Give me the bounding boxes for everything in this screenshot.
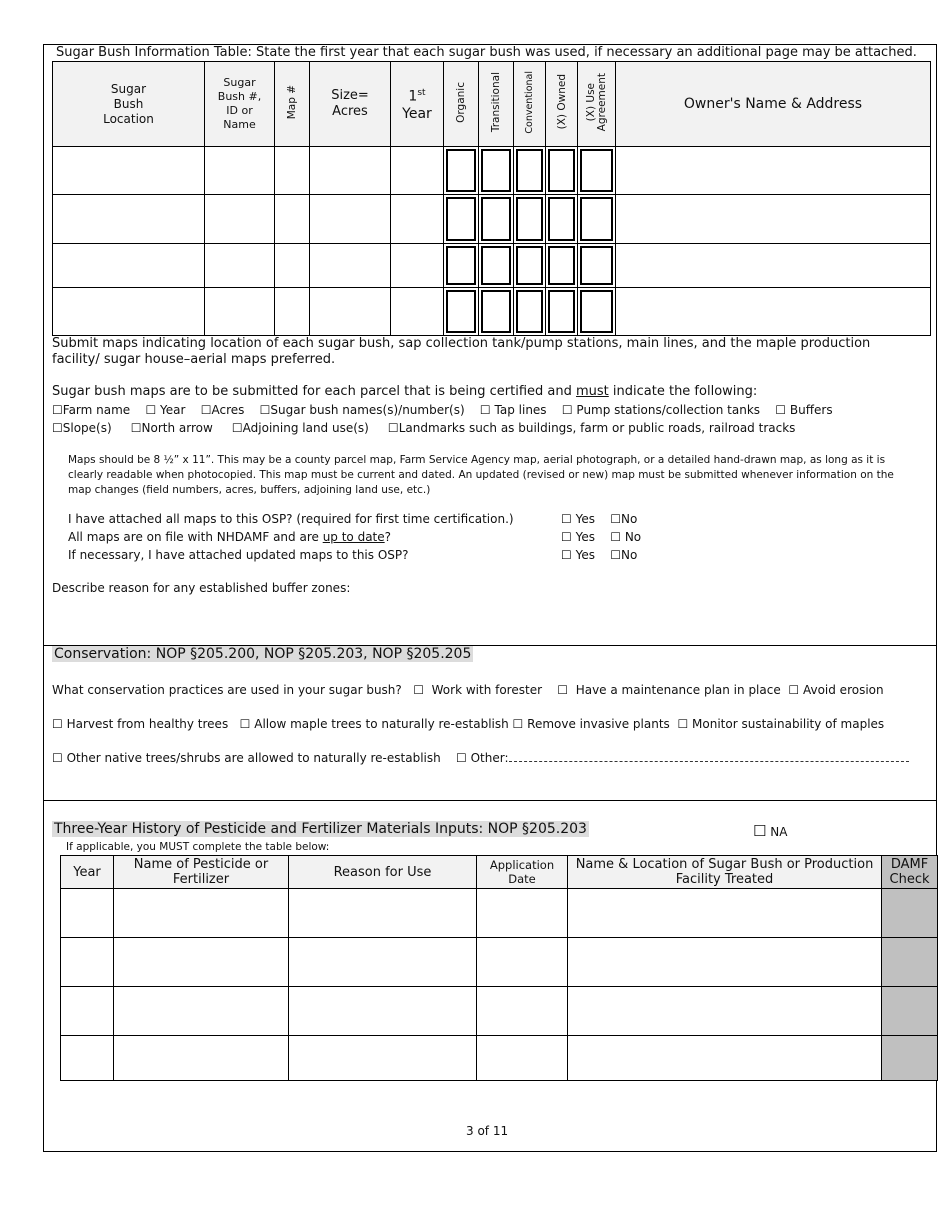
conventional-cell xyxy=(514,244,546,288)
col-reason: Reason for Use xyxy=(289,856,477,889)
conventional-cell xyxy=(514,195,546,244)
organic-checkbox[interactable] xyxy=(446,149,476,192)
checkbox-icon: ☐ xyxy=(788,683,800,697)
sugar-bush-header-row xyxy=(53,62,931,147)
checkbox-icon: ☐ xyxy=(561,530,572,544)
col-use-agreement xyxy=(578,62,616,147)
checkbox-icon: ☐ xyxy=(753,822,767,840)
check-year[interactable] xyxy=(145,403,185,417)
conventional-cell xyxy=(514,288,546,336)
label: Have a maintenance plan in place xyxy=(575,683,781,697)
location-cell[interactable] xyxy=(53,244,205,288)
checkbox-icon: ☐ xyxy=(512,717,524,731)
no-label: No xyxy=(621,512,638,526)
owned-cell xyxy=(546,244,578,288)
owned-header: (X) Owned xyxy=(555,74,568,130)
q3-no[interactable] xyxy=(610,548,637,562)
damf-cell xyxy=(882,987,938,1036)
transitional-cell xyxy=(479,195,514,244)
pesticide-title xyxy=(52,821,589,837)
col-first-year xyxy=(391,62,444,147)
transitional-checkbox[interactable] xyxy=(481,197,511,241)
label: Farm name xyxy=(62,403,131,417)
use-agreement-cell xyxy=(578,244,616,288)
location-cell[interactable] xyxy=(53,147,205,195)
label: Slope(s) xyxy=(62,421,112,435)
check-harvest-healthy[interactable] xyxy=(52,717,228,731)
col-pesticide-name: Name of Pesticide or Fertilizer xyxy=(114,856,289,889)
use-agreement-l2: Agreement xyxy=(595,72,608,132)
check-other-native[interactable] xyxy=(52,751,441,765)
no-label: No xyxy=(621,548,638,562)
damf-header-l2: Check xyxy=(889,872,930,887)
conservation-row3 xyxy=(52,751,909,765)
label: Year xyxy=(160,403,186,417)
map-header: Map # xyxy=(286,84,298,120)
label: Buffers xyxy=(789,403,833,417)
transitional-cell xyxy=(479,244,514,288)
yes-label: Yes xyxy=(575,548,595,562)
transitional-checkbox[interactable] xyxy=(481,290,511,333)
use-agreement-checkbox[interactable] xyxy=(580,149,613,192)
checkbox-icon: ☐ xyxy=(52,751,63,765)
organic-cell xyxy=(444,288,479,336)
checkbox-icon: ☐ xyxy=(610,530,621,544)
sugar-bush-table-caption: Sugar Bush Information Table: State the first year that each sugar bush was used, if necessary an additional page may be attached. xyxy=(56,45,917,60)
id-cell[interactable] xyxy=(205,244,275,288)
q3-yes[interactable] xyxy=(561,548,595,562)
location-header-l1: Sugar xyxy=(110,81,147,96)
label: North arrow xyxy=(141,421,213,435)
col-conventional xyxy=(514,62,546,147)
checkbox-icon: ☐ xyxy=(479,403,491,417)
map-checklist-row1 xyxy=(52,403,833,417)
conservation-row2 xyxy=(52,717,884,731)
id-header-l1: Sugar xyxy=(223,76,256,89)
label: Work with forester xyxy=(431,683,543,697)
label: Monitor sustainability of maples xyxy=(692,717,885,731)
checkbox-icon: ☐ xyxy=(561,548,572,562)
conservation-question: What conservation practices are used in your sugar bush? xyxy=(52,683,402,697)
pesticide-instruction: If applicable, you MUST complete the table below: xyxy=(66,841,330,853)
year-header-sup: st xyxy=(417,88,426,99)
check-pump-stations[interactable] xyxy=(562,403,760,417)
sugar-bush-row xyxy=(53,244,931,288)
owned-cell xyxy=(546,288,578,336)
check-monitor-sustainability[interactable] xyxy=(677,717,884,731)
q2-answers xyxy=(561,530,641,544)
year-header-word: Year xyxy=(402,105,432,122)
checkbox-icon: ☐ xyxy=(239,717,251,731)
col-map xyxy=(275,62,310,147)
organic-cell xyxy=(444,195,479,244)
reason-cell[interactable] xyxy=(289,1036,477,1081)
check-buffers[interactable] xyxy=(775,403,832,417)
use-agreement-checkbox[interactable] xyxy=(580,290,613,333)
check-north-arrow[interactable] xyxy=(131,421,213,435)
transitional-cell xyxy=(479,147,514,195)
conventional-cell xyxy=(514,147,546,195)
conservation-title xyxy=(52,646,473,662)
pesticide-header-row xyxy=(61,856,938,889)
map-requirements-intro xyxy=(52,384,757,399)
pesticide-row xyxy=(61,938,938,987)
checkbox-icon: ☐ xyxy=(130,421,142,435)
owner-cell[interactable] xyxy=(616,244,931,288)
damf-cell xyxy=(882,889,938,938)
label: Other native trees/shrubs are allowed to naturally re-establish xyxy=(66,751,441,765)
sugar-bush-row xyxy=(53,288,931,336)
id-cell[interactable] xyxy=(205,195,275,244)
checkbox-icon: ☐ xyxy=(231,421,243,435)
conservation-row1 xyxy=(52,683,884,697)
organic-checkbox[interactable] xyxy=(446,197,476,241)
transitional-checkbox[interactable] xyxy=(481,149,511,192)
col-location-treated: Name & Location of Sugar Bush or Production Facility Treated xyxy=(568,856,882,889)
check-other[interactable] xyxy=(456,751,509,765)
checkbox-icon: ☐ xyxy=(456,751,467,765)
location-cell[interactable] xyxy=(568,987,882,1036)
label: Avoid erosion xyxy=(802,683,884,697)
name-cell[interactable] xyxy=(114,889,289,938)
organic-cell xyxy=(444,147,479,195)
checkbox-icon: ☐ xyxy=(775,403,787,417)
checkbox-icon: ☐ xyxy=(561,512,572,526)
check-work-with-forester[interactable] xyxy=(413,683,542,697)
checkbox-icon: ☐ xyxy=(259,403,271,417)
size-cell[interactable] xyxy=(310,288,391,336)
check-slopes[interactable] xyxy=(52,421,112,435)
size-header-l1: Size= xyxy=(331,88,369,103)
use-agreement-cell xyxy=(578,195,616,244)
damf-cell xyxy=(882,1036,938,1081)
location-header-l3: Location xyxy=(103,111,154,126)
pesticide-table xyxy=(60,855,938,1081)
use-agreement-cell xyxy=(578,147,616,195)
check-adjoining-land-use[interactable] xyxy=(232,421,369,435)
year-cell[interactable] xyxy=(61,987,114,1036)
label: Harvest from healthy trees xyxy=(66,717,229,731)
check-avoid-erosion[interactable] xyxy=(788,683,883,697)
col-transitional xyxy=(479,62,514,147)
organic-header: Organic xyxy=(455,81,467,123)
id-header-l3: ID or xyxy=(226,104,253,117)
owned-checkbox[interactable] xyxy=(548,290,575,333)
use-agreement-cell xyxy=(578,288,616,336)
transitional-header: Transitional xyxy=(490,71,502,133)
conventional-checkbox[interactable] xyxy=(516,246,543,285)
checkbox-icon: ☐ xyxy=(557,683,569,697)
conservation-title-text: Conservation: NOP §205.200, NOP §205.203, NOP §205.205 xyxy=(54,646,472,662)
checkbox-icon: ☐ xyxy=(561,403,573,417)
q1-no[interactable] xyxy=(610,512,637,526)
label: Tap lines xyxy=(494,403,547,417)
intro-pre: Sugar bush maps are to be submitted for each parcel that is being certified and xyxy=(52,384,576,399)
label: Pump stations/collection tanks xyxy=(576,403,761,417)
organic-checkbox[interactable] xyxy=(446,246,476,285)
year-header-num: 1 xyxy=(408,88,418,105)
year-cell[interactable] xyxy=(61,938,114,987)
reason-cell[interactable] xyxy=(289,987,477,1036)
owned-cell xyxy=(546,147,578,195)
other-input-line[interactable] xyxy=(509,751,909,762)
col-organic xyxy=(444,62,479,147)
sugar-bush-row xyxy=(53,147,931,195)
size-cell[interactable] xyxy=(310,147,391,195)
label: Remove invasive plants xyxy=(527,717,670,731)
owned-checkbox[interactable] xyxy=(548,246,575,285)
use-agreement-l1: (X) Use xyxy=(584,82,597,122)
label: Landmarks such as buildings, farm or public roads, railroad tracks xyxy=(398,421,796,435)
owned-cell xyxy=(546,195,578,244)
map-question-1: I have attached all maps to this OSP? (required for first time certification.) xyxy=(68,512,514,526)
q3-answers xyxy=(561,548,637,562)
checkbox-icon: ☐ xyxy=(610,512,621,526)
year-cell[interactable] xyxy=(391,244,444,288)
checkbox-icon: ☐ xyxy=(52,421,63,435)
yes-label: Yes xyxy=(575,512,595,526)
owner-cell[interactable] xyxy=(616,147,931,195)
label: Acres xyxy=(211,403,245,417)
section-divider xyxy=(43,800,937,801)
col-owned xyxy=(546,62,578,147)
damf-header-l1: DAMF xyxy=(890,857,929,872)
pesticide-row xyxy=(61,1036,938,1081)
use-agreement-header xyxy=(586,73,608,131)
col-year: Year xyxy=(61,856,114,889)
check-sugar-bush-names[interactable] xyxy=(260,403,465,417)
checkbox-icon: ☐ xyxy=(52,717,63,731)
label: Sugar bush names(s)/number(s) xyxy=(270,403,465,417)
buffer-zones-question: Describe reason for any established buffer zones: xyxy=(52,581,351,595)
checkbox-icon: ☐ xyxy=(145,403,157,417)
q1-answers xyxy=(561,512,637,526)
map-note: Maps should be 8 ½” x 11”. This may be a county parcel map, Farm Service Agency map, aerial photograph, or a detailed hand-drawn map, as long as it is clearly readable when photocopied. This map must be current and dated. An updated (revised or new) map must be submitted whenever information on the map changes (field numbers, acres, buffers, adjoining land use, etc.) xyxy=(68,454,894,496)
id-header-l2: Bush #, xyxy=(217,90,262,103)
size-cell[interactable] xyxy=(310,195,391,244)
sugar-bush-table xyxy=(52,61,931,336)
date-header-l2: Date xyxy=(508,872,536,886)
owner-cell[interactable] xyxy=(616,195,931,244)
col-application-date xyxy=(477,856,568,889)
map-checklist-row2 xyxy=(52,421,795,435)
damf-cell xyxy=(882,938,938,987)
col-size xyxy=(310,62,391,147)
checkbox-icon: ☐ xyxy=(610,548,621,562)
year-cell[interactable] xyxy=(391,288,444,336)
location-header-l2: Bush xyxy=(113,96,144,111)
sugar-bush-row xyxy=(53,195,931,244)
col-owner: Owner's Name & Address xyxy=(616,62,931,147)
pesticide-title-text: Three-Year History of Pesticide and Fertilizer Materials Inputs: NOP §205.203 xyxy=(54,821,587,837)
location-cell[interactable] xyxy=(568,889,882,938)
check-allow-reestablish[interactable] xyxy=(240,717,509,731)
map-cell[interactable] xyxy=(275,244,310,288)
name-cell[interactable] xyxy=(114,987,289,1036)
conventional-checkbox[interactable] xyxy=(516,197,543,241)
id-cell[interactable] xyxy=(205,288,275,336)
no-label: No xyxy=(624,530,642,544)
map-question-2 xyxy=(68,530,391,544)
transitional-checkbox[interactable] xyxy=(481,246,511,285)
transitional-cell xyxy=(479,288,514,336)
pesticide-na[interactable] xyxy=(753,822,787,840)
year-cell[interactable] xyxy=(61,1036,114,1081)
year-cell[interactable] xyxy=(61,889,114,938)
check-farm-name[interactable] xyxy=(52,403,130,417)
id-header-l4: Name xyxy=(223,118,256,131)
na-label: NA xyxy=(770,825,788,839)
date-cell[interactable] xyxy=(477,938,568,987)
use-agreement-checkbox[interactable] xyxy=(580,197,613,241)
owned-checkbox[interactable] xyxy=(548,149,575,192)
q2-underline: up to date xyxy=(322,530,385,544)
conventional-checkbox[interactable] xyxy=(516,149,543,192)
checkbox-icon: ☐ xyxy=(677,717,689,731)
col-id xyxy=(205,62,275,147)
year-cell[interactable] xyxy=(391,147,444,195)
id-cell[interactable] xyxy=(205,147,275,195)
conventional-header: Conventional xyxy=(523,70,535,134)
label: Allow maple trees to naturally re-establish xyxy=(254,717,509,731)
checkbox-icon: ☐ xyxy=(52,403,63,417)
q1-yes[interactable] xyxy=(561,512,595,526)
check-landmarks[interactable] xyxy=(388,421,795,435)
location-cell[interactable] xyxy=(568,938,882,987)
owned-checkbox[interactable] xyxy=(548,197,575,241)
date-cell[interactable] xyxy=(477,889,568,938)
check-remove-invasive[interactable] xyxy=(513,717,670,731)
col-location xyxy=(53,62,205,147)
size-header-l2: Acres xyxy=(332,104,368,119)
pesticide-row xyxy=(61,987,938,1036)
q2-yes[interactable] xyxy=(561,530,595,544)
use-agreement-checkbox[interactable] xyxy=(580,246,613,285)
map-cell[interactable] xyxy=(275,147,310,195)
map-question-3: If necessary, I have attached updated maps to this OSP? xyxy=(68,548,409,562)
conventional-checkbox[interactable] xyxy=(516,290,543,333)
pesticide-row xyxy=(61,889,938,938)
q2-post: ? xyxy=(384,530,392,544)
map-cell[interactable] xyxy=(275,288,310,336)
check-acres[interactable] xyxy=(201,403,245,417)
map-cell[interactable] xyxy=(275,195,310,244)
reason-cell[interactable] xyxy=(289,889,477,938)
location-cell[interactable] xyxy=(53,195,205,244)
location-cell[interactable] xyxy=(53,288,205,336)
owner-cell[interactable] xyxy=(616,288,931,336)
check-maintenance-plan[interactable] xyxy=(557,683,780,697)
organic-checkbox[interactable] xyxy=(446,290,476,333)
col-damf-check xyxy=(882,856,938,889)
page-number: 3 of 11 xyxy=(466,1124,509,1138)
intro-post: indicate the following: xyxy=(608,384,758,399)
yes-label: Yes xyxy=(575,530,595,544)
checkbox-icon: ☐ xyxy=(413,683,424,697)
intro-must: must xyxy=(576,384,609,399)
date-cell[interactable] xyxy=(477,987,568,1036)
checkbox-icon: ☐ xyxy=(200,403,212,417)
date-header-l1: Application xyxy=(489,858,555,872)
size-cell[interactable] xyxy=(310,244,391,288)
q2-pre: All maps are on file with NHDAMF and are xyxy=(68,530,323,544)
label: Adjoining land use(s) xyxy=(242,421,369,435)
year-cell[interactable] xyxy=(391,195,444,244)
checkbox-icon: ☐ xyxy=(387,421,399,435)
date-cell[interactable] xyxy=(477,1036,568,1081)
reason-cell[interactable] xyxy=(289,938,477,987)
name-cell[interactable] xyxy=(114,938,289,987)
organic-cell xyxy=(444,244,479,288)
submit-maps-text: Submit maps indicating location of each sugar bush, sap collection tank/pump stations, main lines, and the maple production facility/ sugar house–aerial maps preferred. xyxy=(52,336,871,367)
label: Other: xyxy=(470,751,509,765)
q2-no[interactable] xyxy=(610,530,641,544)
name-cell[interactable] xyxy=(114,1036,289,1081)
check-tap-lines[interactable] xyxy=(480,403,547,417)
location-cell[interactable] xyxy=(568,1036,882,1081)
